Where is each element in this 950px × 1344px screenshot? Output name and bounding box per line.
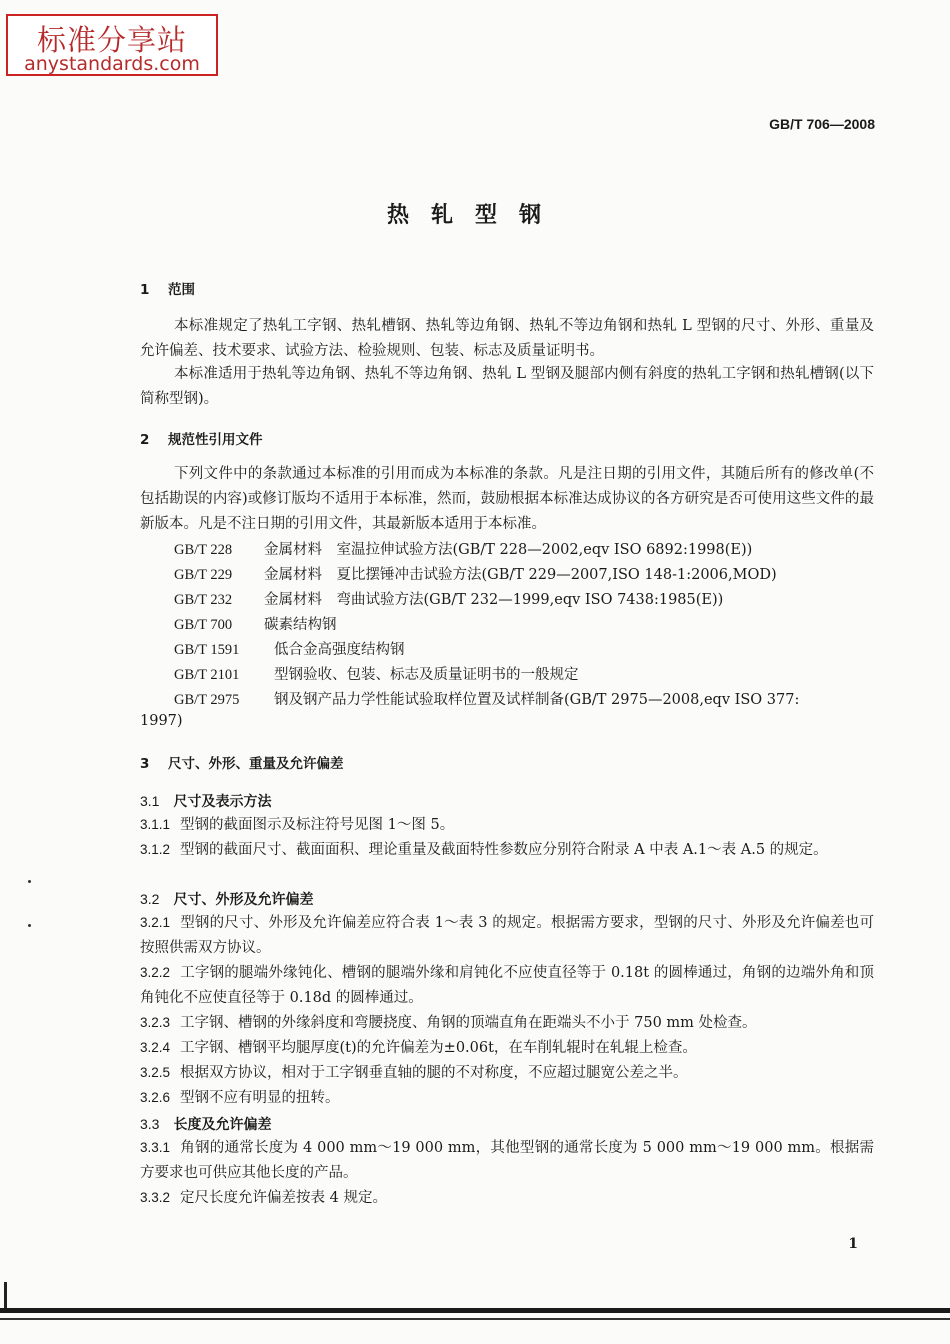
clause xyxy=(140,1060,874,1086)
paragraph: 本标准适用于热轧等边角钢、热轧不等边角钢、热轧 L 型钢及腿部内侧有斜度的热轧工字钢和热轧槽钢(以下简称型钢)。 xyxy=(140,366,874,407)
section-number: 2 xyxy=(140,432,150,448)
reference-item xyxy=(174,688,799,709)
subsection-heading xyxy=(140,791,271,811)
clause xyxy=(140,960,874,1011)
watermark-en: anystandards.com xyxy=(24,53,200,75)
clause-number: 3.2.1 xyxy=(140,915,171,930)
reference-item xyxy=(174,563,777,584)
clause xyxy=(140,812,874,838)
subsection-number: 3.2 xyxy=(140,891,160,907)
reference-text: 金属材料 弯曲试验方法(GB/T 232—1999,eqv ISO 7438:1985(E)) xyxy=(264,592,724,608)
paragraph: 下列文件中的条款通过本标准的引用而成为本标准的条款。凡是注日期的引用文件，其随后所有的修改单(不包括勘误的内容)或修订版均不适用于本标准，然而，鼓励根据本标准达成协议的各方研究是否可使用这些文件的最新版本。凡是不注日期的引用文件，其最新版本适用于本标准。 xyxy=(140,466,874,532)
reference-text: 钢及钢产品力学性能试验取样位置及试样制备(GB/T 2975—2008,eqv ISO 377: xyxy=(274,692,800,708)
clause-text: 工字钢的腿端外缘钝化、槽钢的腿端外缘和肩钝化不应使直径等于 0.18t 的圆棒通过，角钢的边端外角和顶角钝化不应使直径等于 0.18d 的圆棒通过。 xyxy=(140,965,874,1006)
clause-text: 工字钢、槽钢的外缘斜度和弯腰挠度、角钢的顶端直角在距端头不小于 750 mm 处检查。 xyxy=(180,1015,757,1031)
clause-number: 3.2.3 xyxy=(140,1015,171,1030)
section-title: 规范性引用文件 xyxy=(168,432,263,448)
reference-text: 低合金高强度结构钢 xyxy=(274,642,405,658)
reference-item xyxy=(174,663,579,684)
reference-code: GB/T 232 xyxy=(174,592,233,608)
clause-text: 定尺长度允许偏差按表 4 规定。 xyxy=(180,1190,387,1206)
page-number: 1 xyxy=(848,1236,858,1252)
clause xyxy=(140,1085,874,1111)
clause-text: 型钢的截面图示及标注符号见图 1～图 5。 xyxy=(180,817,455,833)
subsection-title: 长度及允许偏差 xyxy=(173,1117,272,1133)
reference-text: 金属材料 室温拉伸试验方法(GB/T 228—2002,eqv ISO 6892:1998(E)) xyxy=(264,542,753,558)
section-heading xyxy=(140,278,195,298)
reference-text: 碳素结构钢 xyxy=(264,617,337,633)
reference-code: GB/T 2975 xyxy=(174,692,240,708)
section-number: 1 xyxy=(140,282,150,298)
clause-number: 3.1.1 xyxy=(140,817,171,832)
subsection-heading xyxy=(140,889,313,909)
section-title: 尺寸、外形、重量及允许偏差 xyxy=(168,756,344,772)
reference-code: GB/T 2101 xyxy=(174,667,240,683)
reference-item xyxy=(174,613,337,634)
clause-number: 3.2.6 xyxy=(140,1090,171,1105)
clause xyxy=(140,1010,874,1036)
paragraph: 本标准规定了热轧工字钢、热轧槽钢、热轧等边角钢、热轧不等边角钢和热轧 L 型钢的尺寸、外形、重量及允许偏差、技术要求、试验方法、检验规则、包装、标志及质量证明书。 xyxy=(140,318,874,359)
watermark-logo xyxy=(6,14,218,76)
clause-number: 3.2.5 xyxy=(140,1065,171,1080)
subsection-number: 3.1 xyxy=(140,793,160,809)
page-title: 热轧型钢 xyxy=(386,203,563,228)
reference-item xyxy=(174,538,752,559)
subsection-number: 3.3 xyxy=(140,1116,160,1132)
reference-code: GB/T 229 xyxy=(174,567,233,583)
subsection-heading xyxy=(140,1114,271,1134)
clause-text: 工字钢、槽钢平均腿厚度(t)的允许偏差为±0.06t，在车削轧辊时在轧辊上检查。 xyxy=(180,1040,697,1056)
clause-text: 根据双方协议，相对于工字钢垂直轴的腿的不对称度，不应超过腿宽公差之半。 xyxy=(180,1065,688,1081)
clause xyxy=(140,1135,874,1186)
reference-code: GB/T 1591 xyxy=(174,642,240,658)
clause-number: 3.3.1 xyxy=(140,1140,171,1155)
clause-text: 型钢的尺寸、外形及允许偏差应符合表 1～表 3 的规定。根据需方要求，型钢的尺寸、外形及允许偏差也可按照供需双方协议。 xyxy=(140,915,874,956)
section-number: 3 xyxy=(140,756,150,772)
page-bottom-border xyxy=(0,1308,950,1313)
section-title: 范围 xyxy=(168,282,195,298)
reference-code: GB/T 700 xyxy=(174,617,233,633)
section-heading xyxy=(140,752,344,772)
section-heading xyxy=(140,428,263,448)
page-bottom-border-thin xyxy=(0,1318,950,1320)
clause-text: 型钢不应有明显的扭转。 xyxy=(180,1090,340,1106)
clause-number: 3.1.2 xyxy=(140,842,171,857)
standard-number: GB/T 706—2008 xyxy=(769,116,875,132)
clause xyxy=(140,910,874,961)
clause-text: 型钢的截面尺寸、截面面积、理论重量及截面特性参数应分别符合附录 A 中表 A.1～表 A.5 的规定。 xyxy=(180,842,828,858)
reference-item xyxy=(174,588,723,609)
reference-continuation: 1997) xyxy=(140,713,183,729)
subsection-title: 尺寸、外形及允许偏差 xyxy=(173,892,314,908)
subsection-title: 尺寸及表示方法 xyxy=(173,794,272,810)
reference-text: 型钢验收、包装、标志及质量证明书的一般规定 xyxy=(274,667,579,683)
clause-number: 3.3.2 xyxy=(140,1190,171,1205)
reference-code: GB/T 228 xyxy=(174,542,233,558)
clause-text: 角钢的通常长度为 4 000 mm～19 000 mm，其他型钢的通常长度为 5 000 mm～19 000 mm。根据需方要求也可供应其他长度的产品。 xyxy=(140,1140,874,1181)
watermark-cn: 标准分享站 xyxy=(36,23,187,57)
clause xyxy=(140,1185,874,1211)
clause-number: 3.2.4 xyxy=(140,1040,171,1055)
clause xyxy=(140,837,874,863)
scan-speck xyxy=(28,924,31,927)
clause-number: 3.2.2 xyxy=(140,965,171,980)
reference-item xyxy=(174,638,405,659)
scan-speck xyxy=(28,880,31,883)
reference-text: 金属材料 夏比摆锤冲击试验方法(GB/T 229—2007,ISO 148-1:2006,MOD) xyxy=(264,567,777,583)
clause xyxy=(140,1035,874,1061)
